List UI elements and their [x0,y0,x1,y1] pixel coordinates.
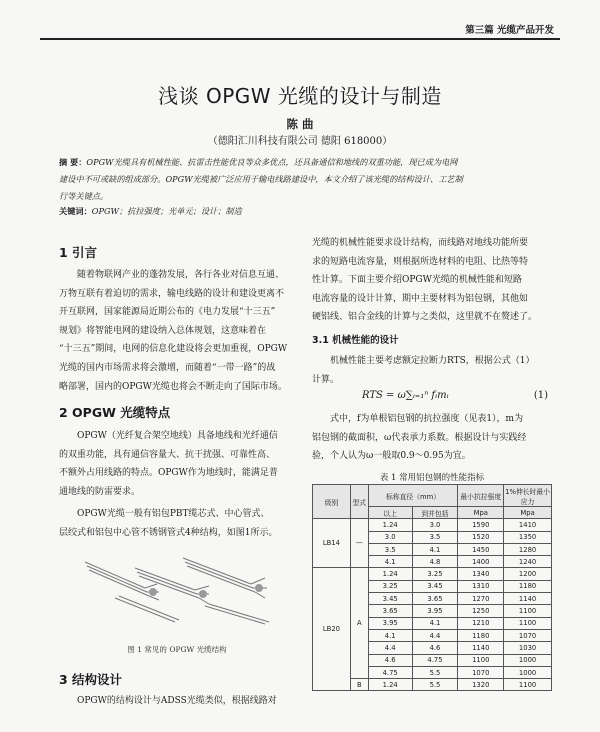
cell: 1.24 [368,679,412,691]
body-line: 式中，f为单根铝包钢的抗拉强度（见表1），m为 [330,414,524,424]
cell: 1000 [504,666,552,678]
cell: 1030 [504,642,552,654]
body-line: 求的短路电流容量，则根据所选材料的电阻、比热等特 [312,256,529,267]
abstract-line: 行等关键点。 [59,191,109,201]
cell: 1100 [504,617,552,629]
cell: 4.8 [412,556,458,568]
body-line: OPGW（光纤复合架空地线）具备地线和光纤通信 [77,431,278,441]
col-header-strength-unit: Mpa [458,507,504,519]
cell: 5.5 [412,679,458,691]
section-heading-structure: 3 结构设计 [59,672,123,687]
equation-expression: RTS = ω∑ᵢ₌₁ⁿ fᵢmᵢ [362,390,449,401]
cell: 3.45 [368,593,412,605]
cell: 1210 [458,617,504,629]
grade-cell: LB20 [313,568,351,691]
body-line: OPGW的结构设计与ADSS光缆类似，根据线路对 [77,696,277,706]
cable-illustration [75,548,275,628]
body-line: 电流容量的设计计算，期中主要材料为铝包钢，其他如 [312,293,529,304]
col-header-grade: 级别 [313,485,351,519]
cell: 1070 [458,666,504,678]
cell: 1180 [458,629,504,641]
cell: 1520 [458,531,504,543]
figure-cable-structures [75,548,275,628]
body-line: 规划》将智能电网的建设纳入总体规划，这意味着在 [59,325,267,336]
body-line: OPGW光缆一般有铝包PBT缆芯式、中心管式、 [77,509,270,520]
cell: 1140 [504,593,552,605]
formula-explanation [312,410,552,466]
cell: 3.95 [412,605,458,617]
cell: 1200 [504,568,552,580]
figure-caption: 图 1 常见的 OPGW 光缆结构 [127,645,227,654]
col-header-stress: 1%伸长时最小应力 [504,485,552,507]
body-line: 铝包钢的截面积，ω代表承力系数。根据设计与实践经 [312,432,527,443]
col-header-strength: 最小抗拉强度 [458,485,504,507]
cell: 1.24 [368,519,412,531]
running-header-text: 第三篇 光缆产品开发 [465,25,554,36]
cell: 3.65 [412,593,458,605]
section-heading-features: 2 OPGW 光缆特点 [59,405,171,420]
cell: 1100 [504,605,552,617]
cell: 1180 [504,580,552,592]
cell: 1100 [504,679,552,691]
body-line: 的双重功能，具有通信容量大、抗干扰强、可靠性高、 [59,449,276,460]
abstract [59,154,546,205]
cell: 1000 [504,654,552,666]
body-line: 略部署，国内的OPGW光缆也将会不断走向了国际市场。 [59,381,287,392]
body-line: 光缆的机械性能要求设计结构，而线路对地线功能所要 [312,238,529,248]
body-line: 万物互联有着迫切的需求，输电线路的设计和建设更离不 [59,288,285,299]
grade-cell: LB14 [313,519,351,568]
cell: 4.75 [368,666,412,678]
cell: 1310 [458,580,504,592]
table-row [313,568,552,580]
col-header-dia-max: 到并包括 [412,507,458,519]
abstract-line: OPGW光缆具有机械性能、抗雷击性能优良等众多优点，还具备通信和地线的双重功能，现已成为电网 [86,157,458,167]
cell: 4.6 [412,642,458,654]
body-line: 验，个人认为ω一般取0.9～0.95为宜。 [312,451,471,462]
cell: 1140 [458,642,504,654]
cell: 1450 [458,543,504,555]
paper-title: 浅谈 OPGW 光缆的设计与制造 [158,84,442,108]
cell: 1.24 [368,568,412,580]
cell: 4.1 [368,556,412,568]
table-row [313,519,552,531]
cell: 3.65 [368,605,412,617]
subsection-body-mechanical [312,352,552,389]
cell: 1280 [504,543,552,555]
header-rule [40,38,560,40]
body-line: 计算。 [312,374,340,385]
body-line: 性计算。下面主要介绍OPGW光缆的机械性能和短路 [312,275,522,286]
col-header-dia-min: 以上 [368,507,412,519]
section-body-introduction [59,266,295,396]
cell: 1070 [504,629,552,641]
body-line: 开互联网，国家能源局近期公布的《电力发展“十三五” [59,307,276,318]
table-title: 表 1 常用铝包钢的性能指标 [379,473,485,483]
body-line: “十三五”期间，电网的信息化建设将会更加重视，OPGW [59,344,288,355]
cell: 3.5 [368,543,412,555]
affiliation: （德阳汇川科技有限公司 德阳 618000） [207,136,393,147]
running-header [0,0,600,50]
cell: 3.0 [368,531,412,543]
type-cell: A [350,568,368,679]
body-line: 不额外占用线路的特点。OPGW作为地线时，能满足普 [59,468,278,479]
body-line: 通地线的防雷要求。 [59,486,141,497]
cell: 3.95 [368,617,412,629]
body-line: 硬铝线、铝合金线的计算与之类似，这里就不在赘述了。 [312,312,538,323]
keywords-text: OPGW；抗拉强度；光单元；设计；制造 [91,206,242,216]
type-cell: B [350,679,368,691]
cell: 3.25 [368,580,412,592]
abstract-label: 摘 要： [59,157,87,167]
cell: 1590 [458,519,504,531]
cell: 3.0 [412,519,458,531]
cell: 3.5 [412,531,458,543]
right-column-intro [312,234,552,327]
author: 陈 曲 [286,117,314,131]
body-line: 机械性能主要考虑额定拉断力RTS，根据公式（1） [330,356,535,366]
cell: 1100 [458,654,504,666]
cell: 1410 [504,519,552,531]
body-line: 层绞式和铝包中心管不锈钢管式4种结构，如图1所示。 [59,527,278,538]
col-header-type: 型式 [350,485,368,519]
col-header-stress-unit: Mpa [504,507,552,519]
keywords [59,206,546,217]
col-header-diameter: 标称直径（mm） [368,485,458,507]
cell: 1340 [458,568,504,580]
body-line: 光缆的国内市场需求将会激增，而随着“一带一路”的战 [59,362,276,373]
equation-number: (1) [533,390,548,401]
type-cell: — [350,519,368,568]
cell: 1240 [504,556,552,568]
section-heading-introduction: 1 引言 [59,245,98,260]
section-body-structure [59,692,295,711]
cell: 1350 [504,531,552,543]
cell: 1250 [458,605,504,617]
cell: 4.4 [412,629,458,641]
cell: 1320 [458,679,504,691]
body-line: 随着物联网产业的蓬勃发展，各行各业对信息互通、 [77,270,285,280]
cell: 3.45 [412,580,458,592]
cell: 4.6 [368,654,412,666]
cell: 4.4 [368,642,412,654]
cell: 4.75 [412,654,458,666]
keywords-label: 关键词： [59,206,92,216]
section-body-features [59,427,295,543]
cell: 4.1 [412,543,458,555]
abstract-line: 建设中不可或缺的组成部分。OPGW光缆被广泛应用于输电线路建设中，本文介绍了该光缆的结构设计、工艺制 [59,174,463,184]
cell: 4.1 [412,617,458,629]
aluminum-clad-steel-table [312,484,552,691]
cell: 3.25 [412,568,458,580]
cell: 1270 [458,593,504,605]
cell: 1400 [458,556,504,568]
cell: 5.5 [412,666,458,678]
subsection-heading-mechanical: 3.1 机械性能的设计 [312,335,399,346]
cell: 4.1 [368,629,412,641]
